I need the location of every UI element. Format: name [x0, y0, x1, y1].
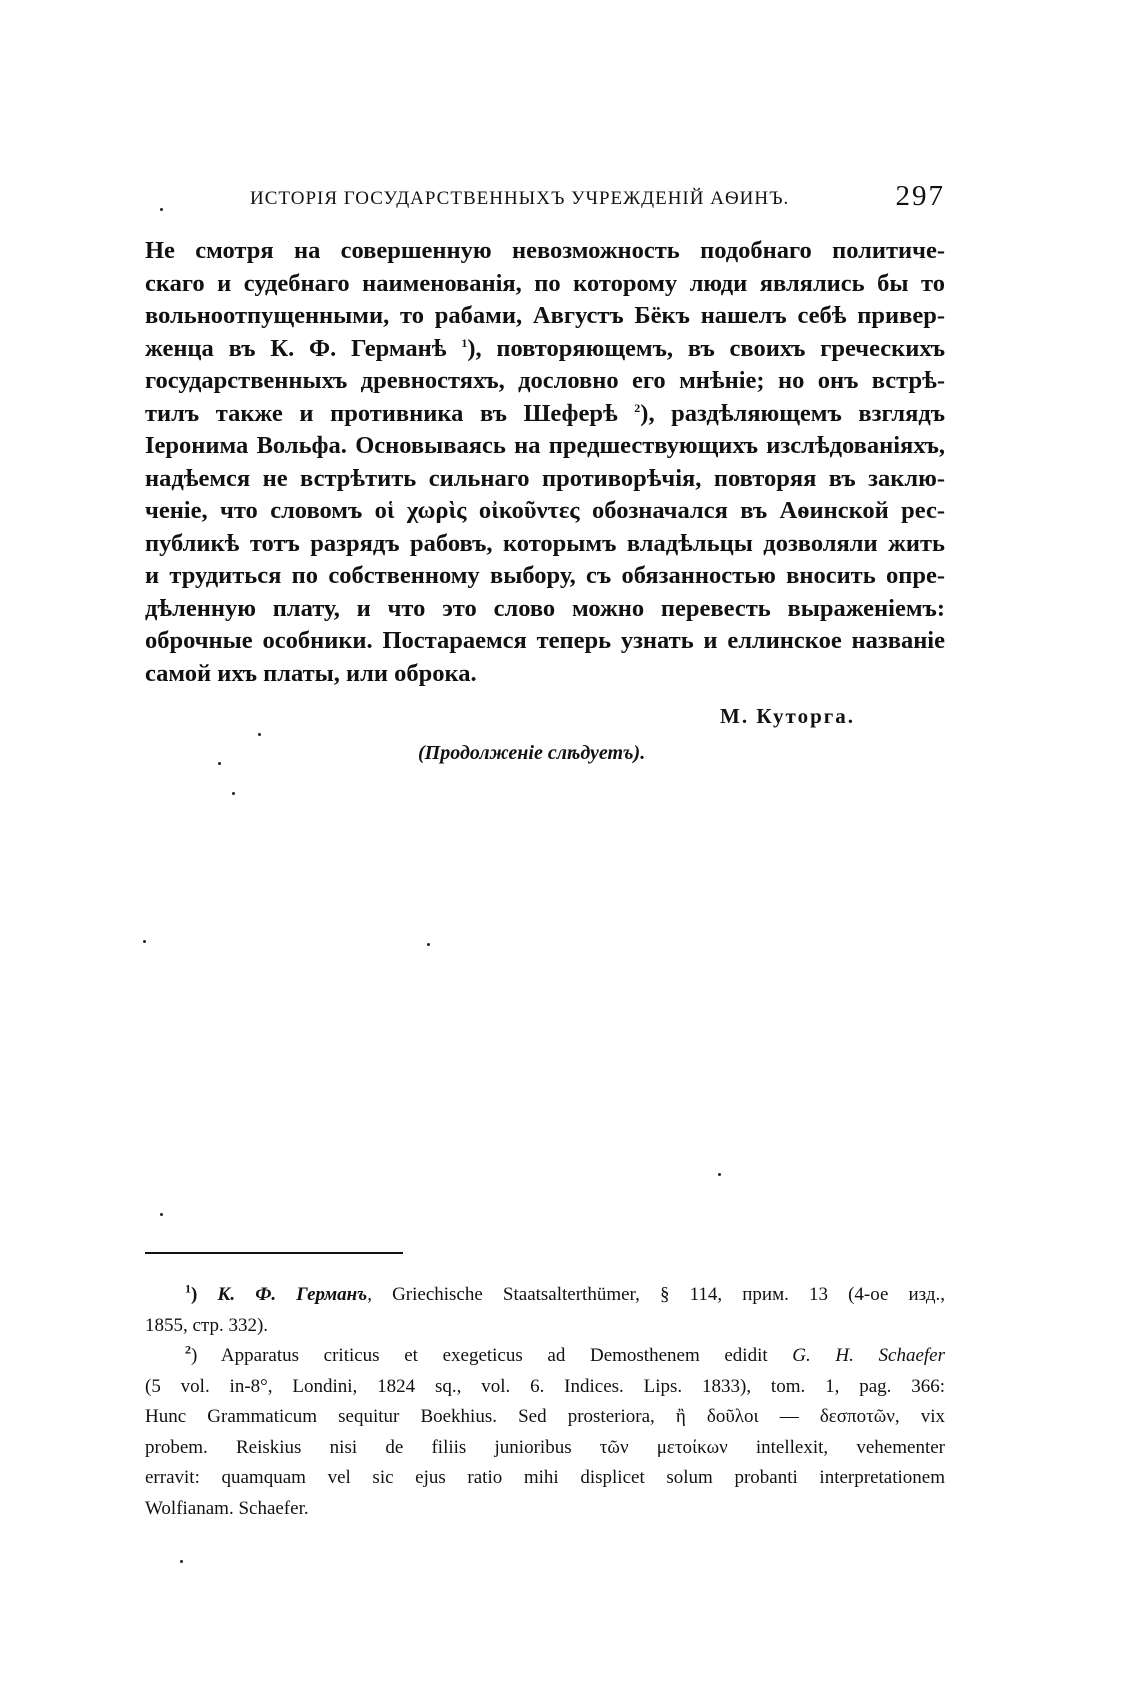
scan-speck [160, 208, 163, 211]
footnote-ref-2: 2 [634, 400, 641, 415]
scan-speck [143, 940, 146, 943]
text-fragment: тилъ также и противника въ Шеферѣ [145, 399, 635, 427]
text-line: оброчные особники. Постараемся теперь узнать и еллинское названіе [145, 627, 945, 654]
continuation-note: (Продолженіе слѣдуетъ). [418, 742, 646, 764]
footnote-2-line: erravit: quamquam vel sic ejus ratio mihi displicet solum probanti interpretationem [145, 1467, 945, 1488]
text-line: Іеронима Вольфа. Основываясь на предшествующихъ изслѣдованіяхъ, [145, 432, 945, 459]
footnote-text: , Griechische Staatsalterthümer, § 114, прим. 13 (4-ое изд., [367, 1284, 946, 1305]
footnote-1-line: $^1$) К. Ф. Германъ, Griechische Staatsalterthümer, § 114, прим. 13 (4-ое изд., [185, 1281, 946, 1305]
footnote-2-line: probem. Reiskius nisi de filiis junioribus τῶν μετοίκων intellexit, vehementer [145, 1436, 945, 1458]
footnote-2-line: Hunc Grammaticum sequitur Boekhius. Sed prosteriora, ἢ δοῦλοι — δεσποτῶν, vix [145, 1406, 945, 1427]
text-line: ченіе, что словомъ οἱ χωρὶς οἰκοῦντες обозначался въ Аѳинской рес- [145, 497, 945, 524]
main-paragraph [145, 235, 945, 690]
footnote-marker: 1 [185, 1281, 191, 1296]
footnote-2-line: (5 vol. in-8°, Londini, 1824 sq., vol. 6. Indices. Lips. 1833), tom. 1, pag. 366: [145, 1375, 945, 1397]
text-line: вольноотпущенными, то рабами, Августъ Бёкъ нашелъ себѣ привер- [145, 302, 945, 329]
scan-speck [218, 762, 221, 765]
text-fragment: ), раздѣляющемъ взглядъ [640, 399, 946, 427]
text-line: надѣемся не встрѣтить сильнаго противорѣчія, повторяя въ заклю- [145, 464, 945, 492]
footnote-author: К. Ф. Германъ [217, 1284, 368, 1305]
text-fragment: женца въ К. Ф. Германѣ [145, 334, 462, 362]
author-signature: М. Куторга. [720, 704, 856, 728]
footnote-1-line: 1855, стр. 332). [145, 1314, 269, 1336]
text-fragment: ), повторяющемъ, въ своихъ греческихъ [467, 334, 945, 362]
text-line: публикѣ тотъ разрядъ рабовъ, которымъ владѣльцы дозволяли жить [145, 529, 945, 557]
text-line: самой ихъ платы, или оброка. [145, 659, 477, 687]
scan-speck [427, 943, 430, 946]
text-line: дѣленную плату, и что это слово можно перевесть выраженіемъ: [145, 594, 945, 622]
text-line: Не смотря на совершенную невозможность подобнаго политиче- [145, 237, 945, 264]
footnote-2-line: Wolfianam. Schaefer. [145, 1497, 309, 1519]
scan-speck [718, 1173, 721, 1176]
footnote-text: ) Apparatus criticus et exegeticus ad Demosthenem edidit [191, 1345, 793, 1366]
footnote-editor: G. H. Schaefer [792, 1345, 945, 1366]
scan-speck [160, 1213, 163, 1216]
text-line: и трудиться по собственному выбору, съ обязанностью вносить опре- [145, 562, 945, 589]
text-line: скаго и судебнаго наименованія, по которому люди являлись бы то [145, 269, 945, 297]
running-title: ИСТОРІЯ ГОСУДАРСТВЕННЫХЪ УЧРЕЖДЕНІЙ АѲИНЪ. [250, 188, 790, 209]
running-head [145, 180, 945, 220]
footnote-marker: 2 [185, 1342, 191, 1357]
text-line [145, 333, 945, 366]
footnote-divider [145, 1252, 403, 1254]
footnotes [145, 1280, 945, 1524]
footnote-ref-1: 1 [461, 335, 468, 350]
scan-speck [232, 792, 235, 795]
scan-speck [258, 733, 261, 736]
scan-speck [180, 1560, 183, 1563]
text-line [145, 398, 945, 431]
text-line: государственныхъ древностяхъ, дословно его мнѣніе; но онъ встрѣ- [145, 367, 945, 394]
page-number: 297 [895, 180, 945, 212]
footnote-2-line [145, 1341, 945, 1372]
